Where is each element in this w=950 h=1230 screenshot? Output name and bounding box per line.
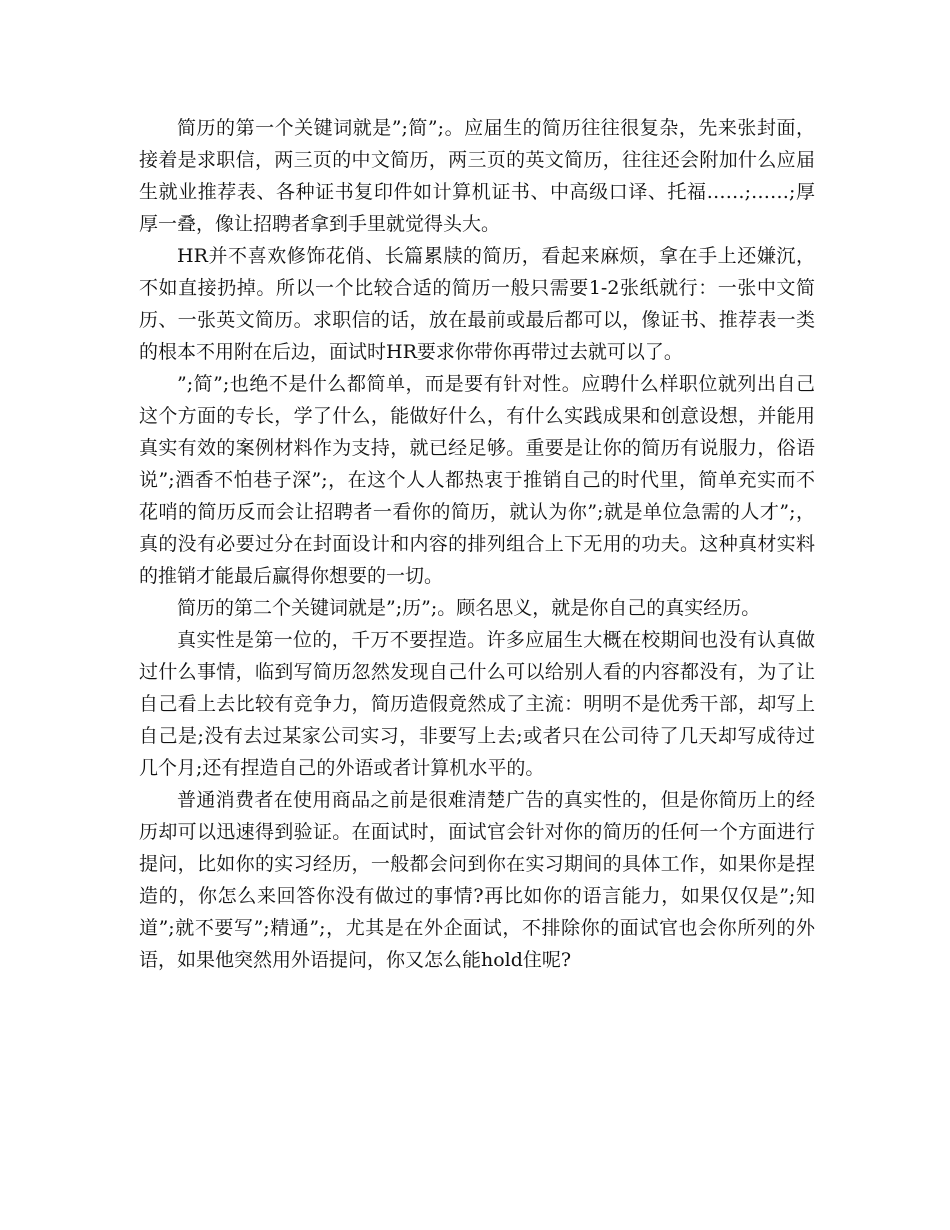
paragraph-3: ”;简”;也绝不是什么都简单，而是要有针对性。应聘什么样职位就列出自己这个方面的专长，学了什么，能做好什么，有什么实践成果和创意设想，并能用真实有效的案例材料作为支持，就已经足够。重要是让你的简历有说服力，俗语说”;酒香不怕巷子深”;，在这个人人都热衷于推销自己的时代里，简单充实而不花哨的简历反而会让招聘者一看你的简历，就认为你”;就是单位急需的人才”;，真的没有必要过分在封面设计和内容的排列组合上下无用的功夫。这种真材实料的推销才能最后赢得你想要的一切。	[139, 373, 815, 587]
paragraph-4: 简历的第二个关键词就是”;历”;。顾名思义，就是你自己的真实经历。	[177, 597, 761, 619]
paragraph-6: 普通消费者在使用商品之前是很难清楚广告的真实性的，但是你简历上的经历却可以迅速得到验证。在面试时，面试官会针对你的简历的任何一个方面进行提问，比如你的实习经历，一般都会问到你在实习期间的具体工作，如果你是捏造的，你怎么来回答你没有做过的事情?再比如你的语言能力，如果仅仅是”;知道”;就不要写”;精通”;，尤其是在外企面试，不排除你的面试官也会你所列的外语，如果他突然用外语提问，你又怎么能hold住呢?	[139, 789, 815, 971]
paragraph-2: HR并不喜欢修饰花俏、长篇累牍的简历，看起来麻烦，拿在手上还嫌沉，不如直接扔掉。所以一个比较合适的简历一般只需要1-2张纸就行：一张中文简历、一张英文简历。求职信的话，放在最前或最后都可以，像证书、推荐表一类的根本不用附在后边，面试时HR要求你带你再带过去就可以了。	[139, 245, 815, 363]
paragraph-1: 简历的第一个关键词就是”;简”;。应届生的简历往往很复杂，先来张封面，接着是求职信，两三页的中文简历，两三页的英文简历，往往还会附加什么应届生就业推荐表、各种证书复印件如计算机证书、中高级口译、托福……;……;厚厚一叠，像让招聘者拿到手里就觉得头大。	[139, 117, 815, 235]
document-body	[139, 112, 815, 976]
paragraph-5: 真实性是第一位的，千万不要捏造。许多应届生大概在校期间也没有认真做过什么事情，临到写简历忽然发现自己什么可以给别人看的内容都没有，为了让自己看上去比较有竞争力，简历造假竟然成了主流：明明不是优秀干部，却写上自己是;没有去过某家公司实习，非要写上去;或者只在公司待了几天却写成待过几个月;还有捏造自己的外语或者计算机水平的。	[139, 629, 815, 779]
